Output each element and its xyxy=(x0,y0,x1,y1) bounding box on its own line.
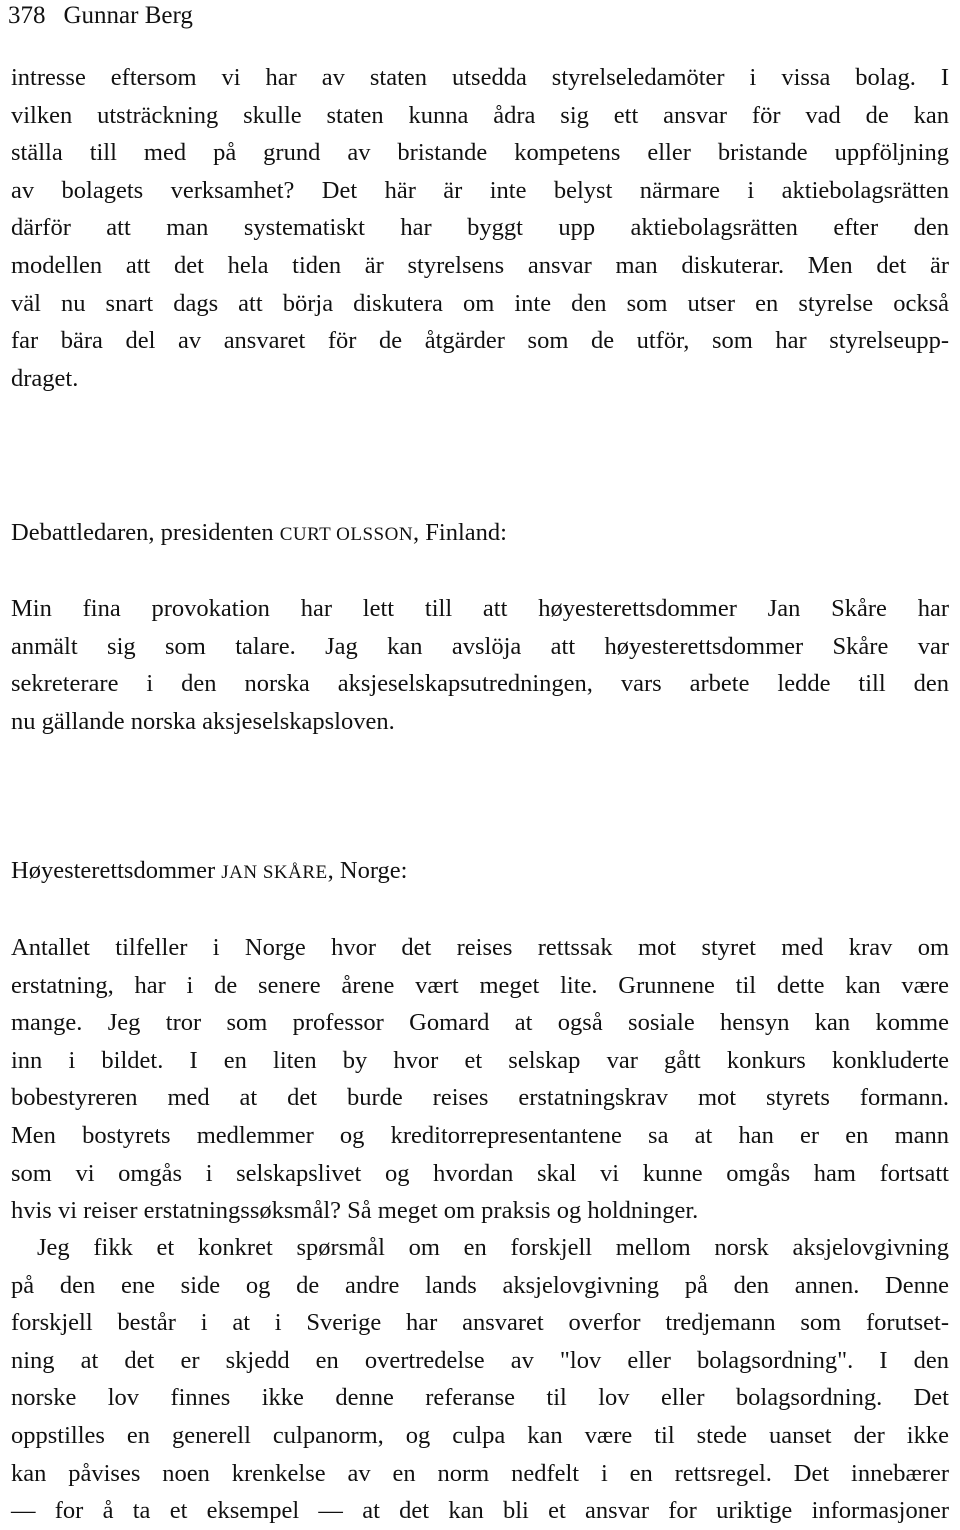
speaker-heading-skare xyxy=(11,852,407,892)
text-line: därför att man systematiskt har byggt upp aktiebolagsrätten efter den xyxy=(11,214,949,242)
text-line: Jeg fikk et konkret spørsmål om en forskjell mellom norsk aksjelovgivning xyxy=(37,1234,949,1261)
text-line: Antallet tilfeller i Norge hvor det reises rettssak mot styret med krav om xyxy=(11,934,949,961)
text-line: vilken utsträckning skulle staten kunna ådra sig ett ansvar för vad de kan xyxy=(11,101,949,129)
text-line: sekreterare i den norska aksjeselskapsutredningen, vars arbete ledde till den xyxy=(11,670,949,698)
text-line: ning at det er skjedd en overtredelse av "lov eller bolagsordning". I den xyxy=(11,1346,949,1374)
text-line: ställa till med på grund av bristande kompetens eller bristande uppföljning xyxy=(11,139,949,167)
text-line: som vi omgås i selskapslivet og hvordan skal vi kunne omgås ham fortsatt xyxy=(11,1159,949,1187)
text-line: modellen att det hela tiden är styrelsens ansvar man diskuterar. Men det är xyxy=(11,251,949,279)
text-line: — for å ta et eksempel — at det kan bli et ansvar for uriktige informasjoner xyxy=(11,1497,949,1525)
text-line: intresse eftersom vi har av staten utsedda styrelseledamöter i vissa bolag. I xyxy=(11,64,949,91)
text-line: kan påvises noen krenkelse av en norm nedfelt i en rettsregel. Det innebærer xyxy=(11,1459,949,1487)
speaker-name: JAN SKÅRE xyxy=(221,862,328,883)
text-line: bobestyreren med at det burde reises erstatningskrav mot styrets formann. xyxy=(11,1084,949,1112)
text-line: nu gällande norska aksjeselskapsloven. xyxy=(11,707,395,735)
text-line: anmält sig som talare. Jag kan avslöja att høyesterettsdommer Skåre var xyxy=(11,632,949,660)
paragraph-4 xyxy=(11,1229,949,1530)
text-line: erstatning, har i de senere årene vært meget lite. Grunnene til dette kan være xyxy=(11,971,949,999)
text-line: mange. Jeg tror som professor Gomard at også sosiale hensyn kan komme xyxy=(11,1009,949,1037)
text-line: Men bostyrets medlemmer og kreditorrepresentantene sa at han er en mann xyxy=(11,1121,949,1149)
text-line: inn i bildet. I en liten by hvor et selskap var gått konkurs konkluderte xyxy=(11,1046,949,1074)
paragraph-3 xyxy=(11,929,949,1230)
text-line: på den ene side og de andre lands aksjelovgivning på den annen. Denne xyxy=(11,1271,949,1299)
speaker-heading-olsson xyxy=(11,514,507,554)
text-line: av bolagets verksamhet? Det här är inte belyst närmare i aktiebolagsrätten xyxy=(11,176,949,204)
text-line: hvis vi reiser erstatningssøksmål? Så meget om praksis og holdninger. xyxy=(11,1197,699,1225)
text-line: oppstilles en generell culpanorm, og culpa kan være til stede uanset der ikke xyxy=(11,1421,949,1449)
page-number: 378 xyxy=(8,2,46,29)
text-line: norske lov finnes ikke denne referanse til lov eller bolagsordning. Det xyxy=(11,1384,949,1412)
paragraph-1 xyxy=(11,59,949,397)
speaker-country: , Finland: xyxy=(413,519,507,546)
text-line: far bära del av ansvaret för de åtgärder som de utför, som har styrelseupp- xyxy=(11,327,949,355)
paragraph-2 xyxy=(11,590,949,740)
running-head-author: Gunnar Berg xyxy=(63,2,193,29)
text-line: draget. xyxy=(11,364,79,392)
speaker-country: , Norge: xyxy=(327,857,408,884)
text-line: forskjell består i at i Sverige har ansvaret overfor tredjemann som forutset- xyxy=(11,1309,949,1337)
speaker-name: CURT OLSSON xyxy=(279,524,414,545)
speaker-title: Høyesterettsdommer xyxy=(11,857,222,884)
text-line: Min fina provokation har lett till att høyesterettsdommer Jan Skåre har xyxy=(11,595,949,622)
running-header xyxy=(8,0,193,32)
speaker-title: Debattledaren, presidenten xyxy=(11,519,280,546)
text-line: väl nu snart dags att börja diskutera om inte den som utser en styrelse också xyxy=(11,289,949,317)
